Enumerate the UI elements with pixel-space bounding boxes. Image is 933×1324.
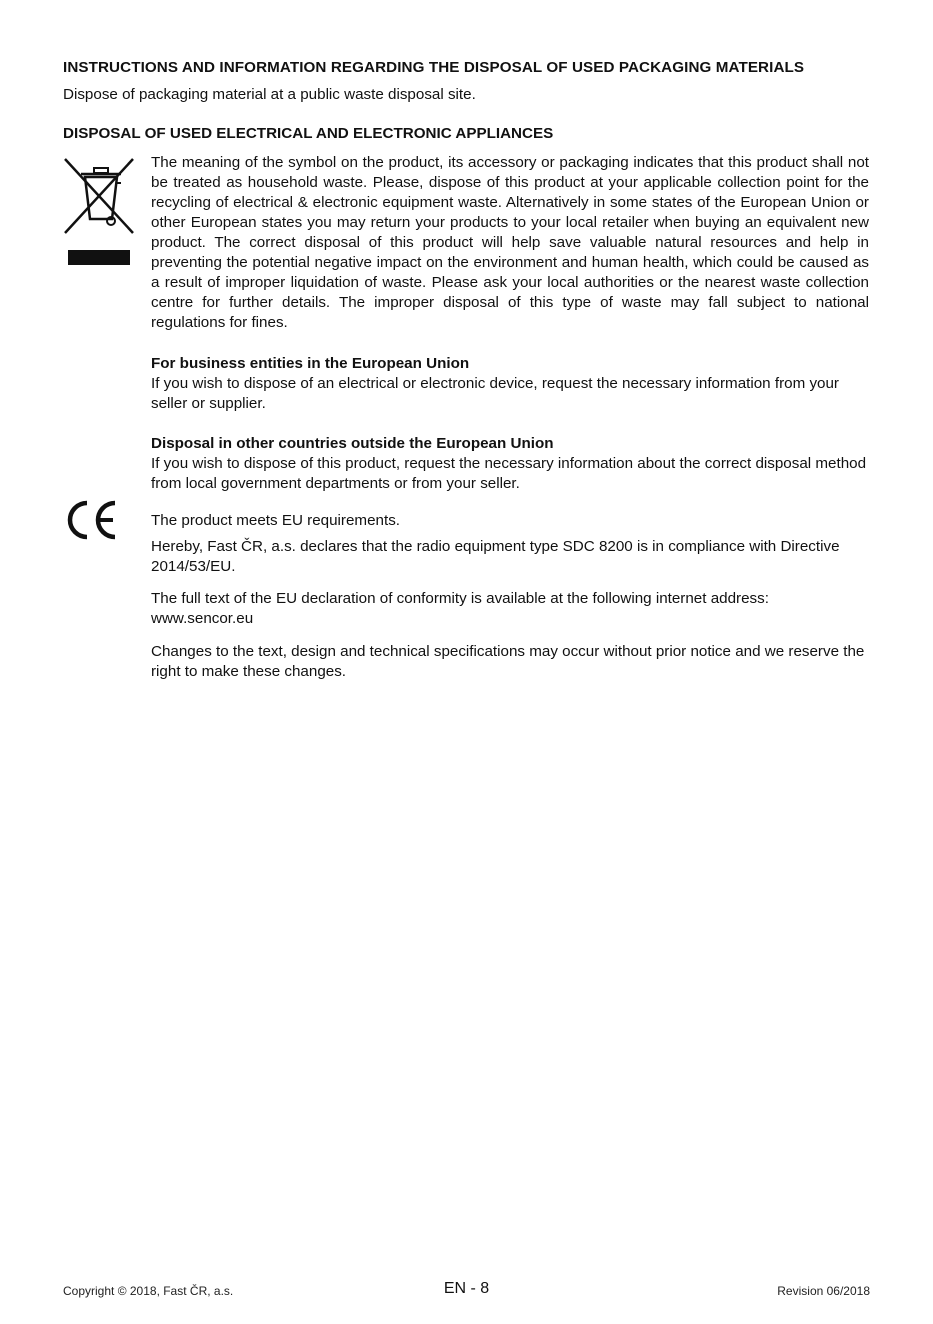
footer-page-number: EN - 8 (443, 1280, 490, 1297)
packaging-heading: INSTRUCTIONS AND INFORMATION REGARDING THE DISPOSAL OF USED PACKAGING MATERIALS (63, 59, 805, 76)
ce-mark-icon (63, 499, 119, 541)
footer-copyright: Copyright © 2018, Fast ČR, a.s. (63, 1284, 234, 1298)
crossed-out-wheelie-bin-icon (63, 157, 135, 265)
outside-heading: Disposal in other countries outside the European Union (151, 435, 554, 452)
conformity-line-1: The product meets EU requirements. (151, 512, 401, 529)
conformity-line-2: Hereby, Fast ČR, a.s. declares that the radio equipment type SDC 8200 is in compliance with Directive 2014/53/EU. (151, 538, 840, 575)
weee-text: The meaning of the symbol on the product, its accessory or packaging indicates that this product shall not be treated as household waste. Please, dispose of this product at your applicable collection point for the recycling of electrical & electronic equipment waste. Alternatively in some states of the European Union or other European states you may return your products to your local retailer when buying an equivalent new product. The correct disposal of this product will help save valuable natural resources and help in preventing the potential negative impact on the environment and human health, which could be caused as a result of improper liquidation of waste. Please ask your local authorities or the nearest waste collection centre for further details. The improper disposal of this type of waste may fall subject to national regulations for fines. (151, 154, 869, 331)
conformity-line-3: The full text of the EU declaration of conformity is available at the following internet address: www.sencor.eu (151, 590, 769, 627)
weee-heading: DISPOSAL OF USED ELECTRICAL AND ELECTRONIC APPLIANCES (63, 125, 554, 142)
conformity-line-4: Changes to the text, design and technical specifications may occur without prior notice and we reserve the right to make these changes. (151, 643, 865, 680)
business-heading: For business entities in the European Union (151, 355, 470, 372)
packaging-text: Dispose of packaging material at a public waste disposal site. (63, 86, 476, 103)
outside-text: If you wish to dispose of this product, request the necessary information about the correct disposal method from local government departments or from your seller. (151, 455, 867, 492)
footer-revision: Revision 06/2018 (777, 1284, 870, 1298)
business-text: If you wish to dispose of an electrical or electronic device, request the necessary information from your seller or supplier. (151, 375, 839, 412)
